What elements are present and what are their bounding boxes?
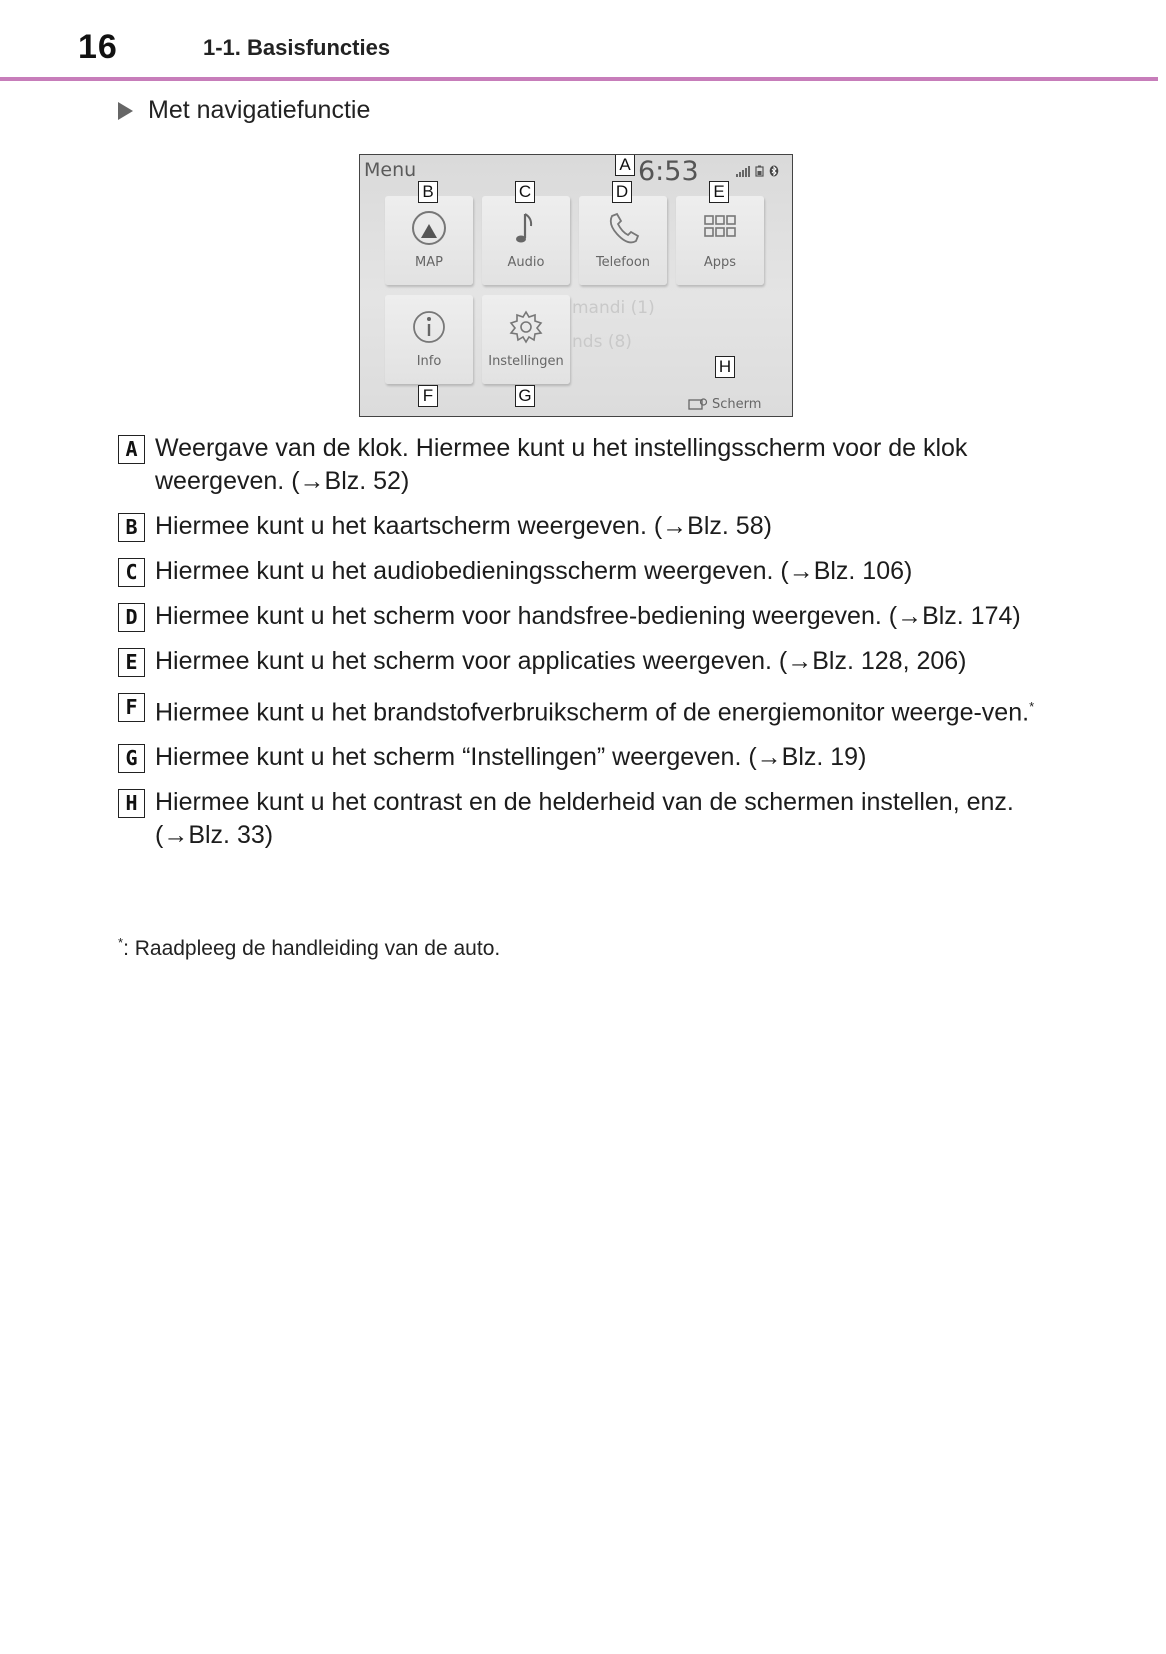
callout-h: H	[715, 356, 735, 378]
legend-text: Hiermee kunt u het contrast en de helderheid van de schermen instellen, enz. (→Blz. 33)	[155, 788, 1014, 850]
callout-b: B	[418, 181, 438, 203]
info-tile[interactable]	[385, 295, 473, 384]
legend-item-h	[118, 786, 1048, 852]
info-label: Info	[416, 354, 442, 369]
ghost-text-2: nds (8)	[572, 332, 632, 352]
ghost-text-1: mandi (1)	[572, 298, 655, 318]
footnote	[118, 935, 500, 961]
legend-letter: D	[118, 603, 145, 632]
info-icon	[409, 307, 449, 347]
phone-icon	[603, 208, 643, 248]
legend-text	[155, 690, 1034, 729]
map-icon	[409, 208, 449, 248]
apps-tile[interactable]	[676, 196, 764, 285]
subheading	[118, 96, 370, 125]
callout-g: G	[515, 385, 535, 407]
legend-item-g	[118, 741, 1048, 774]
scherm-label: Scherm	[712, 397, 762, 412]
legend-text: Hiermee kunt u het audiobedieningsscherm weergeven. (→Blz. 106)	[155, 557, 913, 585]
header-rule	[0, 77, 1158, 81]
legend-text: Hiermee kunt u het scherm voor handsfree-bediening weergeven. (→Blz. 174)	[155, 602, 1021, 630]
legend-letter: A	[118, 435, 145, 464]
status-icons	[736, 165, 779, 177]
legend-item-b	[118, 510, 1048, 543]
callout-a: A	[615, 154, 635, 176]
footnote-text: : Raadpleeg de handleiding van de auto.	[123, 937, 501, 960]
legend-letter: C	[118, 558, 145, 587]
footnote-mark: *	[1029, 699, 1035, 714]
legend-list	[118, 432, 1048, 864]
apps-grid-icon	[700, 208, 740, 248]
legend-text: Hiermee kunt u het scherm voor applicaties weergeven. (→Blz. 128, 206)	[155, 647, 967, 675]
legend-item-c	[118, 555, 1048, 588]
footnote-asterisk: *	[118, 935, 124, 950]
section-title: 1-1. Basisfuncties	[203, 35, 391, 60]
legend-text: Hiermee kunt u het kaartscherm weergeven. (→Blz. 58)	[155, 512, 772, 540]
legend-text: Weergave van de klok. Hiermee kunt u het instellingsscherm voor de klok weergeven. (→Blz. 52)	[155, 434, 968, 495]
display-settings-icon	[688, 398, 708, 411]
signal-strength-icon	[736, 166, 750, 177]
callout-e: E	[709, 181, 729, 203]
phone-battery-icon	[755, 165, 764, 177]
bluetooth-icon	[769, 165, 779, 177]
map-tile[interactable]	[385, 196, 473, 285]
legend-item-f	[118, 690, 1048, 729]
instellingen-tile[interactable]	[482, 295, 570, 384]
triangle-bullet-icon	[118, 102, 133, 120]
legend-item-d	[118, 600, 1048, 633]
legend-letter: F	[118, 693, 145, 722]
telefoon-label: Telefoon	[595, 255, 651, 270]
callout-c: C	[515, 181, 535, 203]
map-label: MAP	[415, 255, 443, 270]
legend-letter: G	[118, 744, 145, 773]
audio-tile[interactable]	[482, 196, 570, 285]
menu-screen-figure	[359, 154, 793, 417]
apps-label: Apps	[703, 255, 737, 270]
music-note-icon	[506, 208, 546, 248]
legend-text: Hiermee kunt u het scherm “Instellingen” weergeven. (→Blz. 19)	[155, 743, 867, 772]
legend-item-e	[118, 645, 1048, 678]
instellingen-label: Instellingen	[488, 354, 564, 369]
telefoon-tile[interactable]	[579, 196, 667, 285]
legend-letter: E	[118, 648, 145, 677]
page-number: 16	[78, 28, 118, 66]
legend-text-body: Hiermee kunt u het brandstofverbruikscherm of de energiemonitor weerge-ven.	[155, 698, 1030, 727]
legend-letter: H	[118, 789, 145, 818]
audio-label: Audio	[507, 255, 545, 270]
legend-letter: B	[118, 513, 145, 542]
screen-menu-title: Menu	[364, 159, 417, 181]
callout-f: F	[418, 385, 438, 407]
callout-d: D	[612, 181, 632, 203]
legend-item-a	[118, 432, 1048, 498]
scherm-button[interactable]	[688, 397, 761, 412]
gear-icon	[506, 307, 546, 347]
subheading-text: Met navigatiefunctie	[148, 96, 371, 124]
screen-clock[interactable]: 6:53	[638, 156, 699, 187]
